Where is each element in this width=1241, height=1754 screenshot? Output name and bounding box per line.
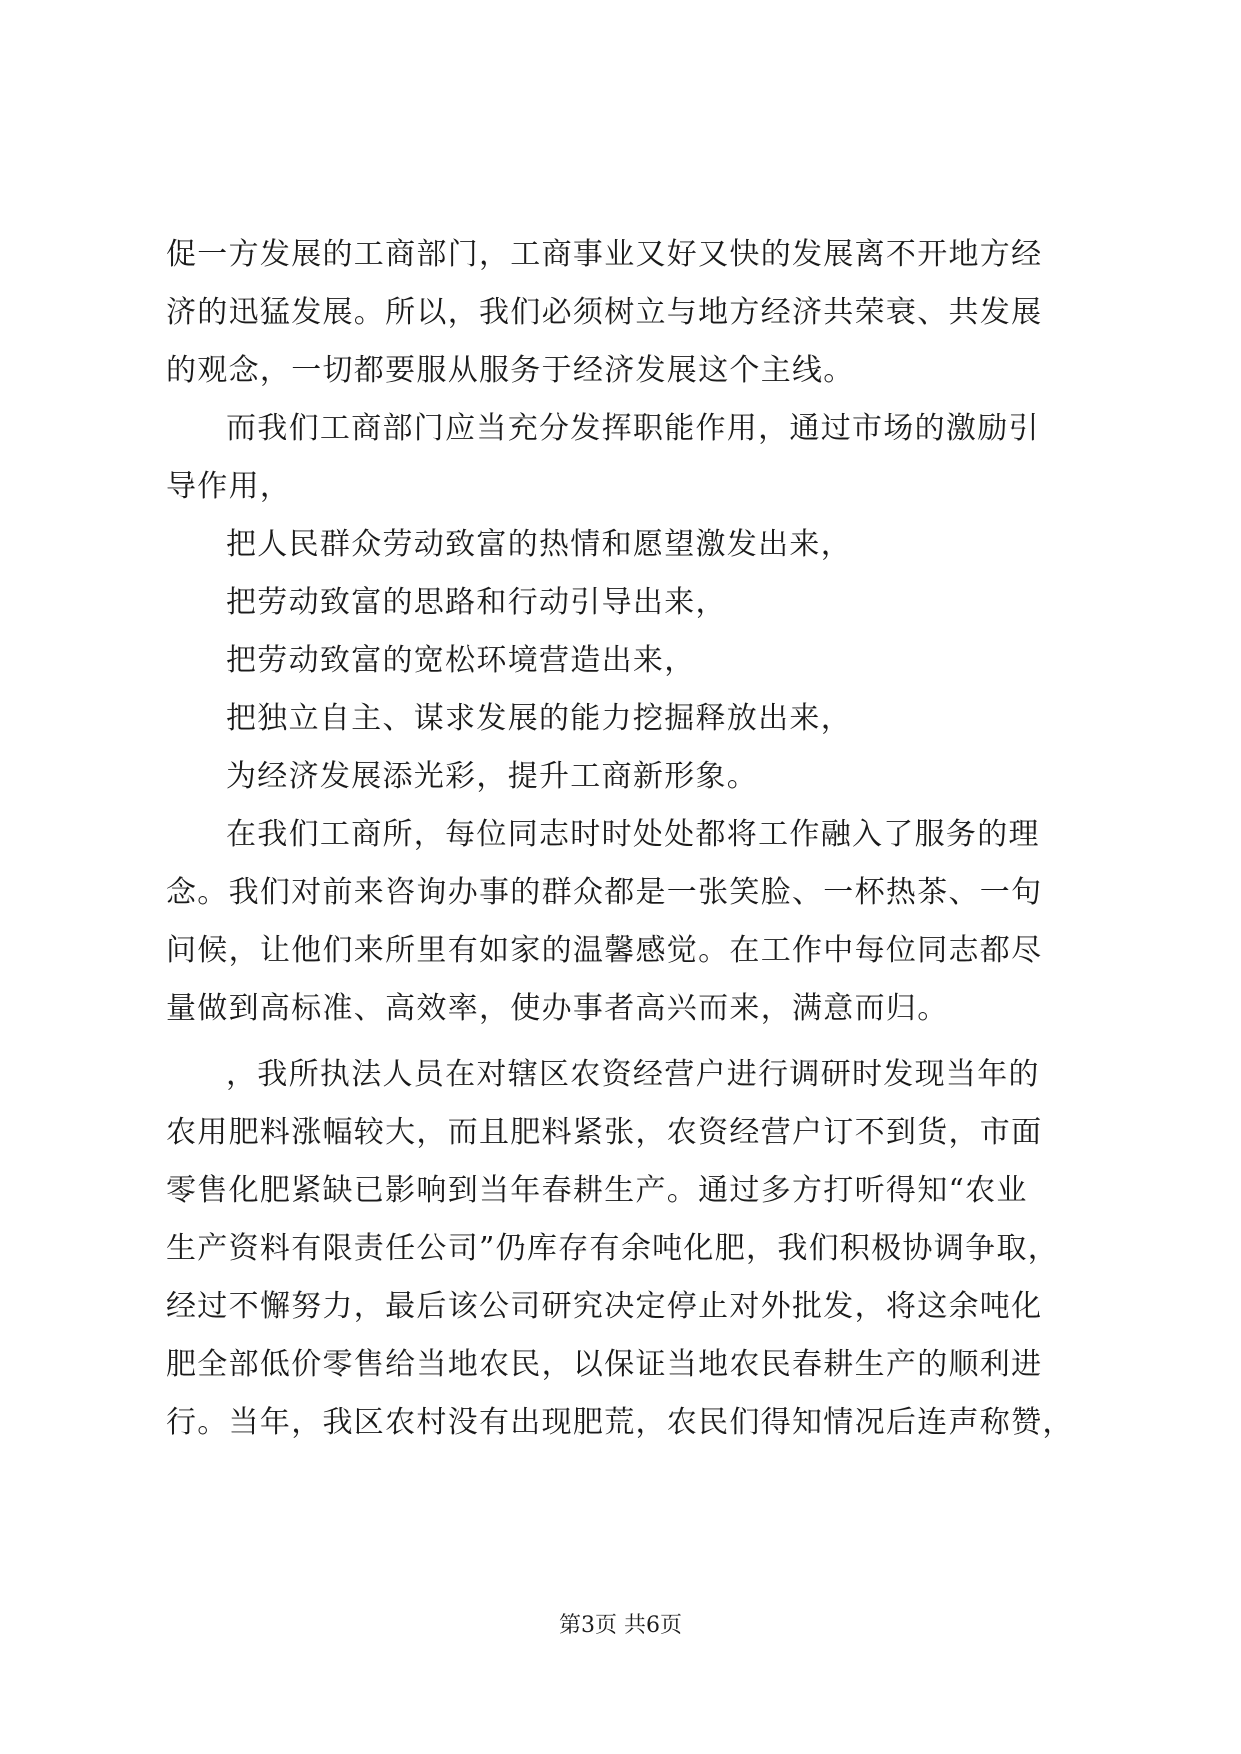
page-number-footer: 第3页 共6页 [559, 1613, 682, 1638]
text-line: 零售化肥紧缺已影响到当年春耕生产。通过多方打听得知“农业 [166, 1173, 1028, 1208]
text-line: 把人民群众劳动致富的热情和愿望激发出来， [226, 527, 852, 562]
text-line: 促一方发展的工商部门，工商事业又好又快的发展离不开地方经 [166, 237, 1043, 272]
text-line: 为经济发展添光彩，提升工商新形象。 [226, 759, 759, 794]
text-line: 经过不懈努力，最后该公司研究决定停止对外批发，将这余吨化 [166, 1289, 1043, 1324]
document-body [166, 226, 1082, 1452]
text-line: 在我们工商所，每位同志时时处处都将工作融入了服务的理 [226, 817, 1040, 852]
text-line: 的观念，一切都要服从服务于经济发展这个主线。 [166, 353, 855, 388]
text-line: 行。当年，我区农村没有出现肥荒，农民们得知情况后连声称赞， [166, 1405, 1074, 1440]
text-line: 问候，让他们来所里有如家的温馨感觉。在工作中每位同志都尽 [166, 933, 1043, 968]
text-line: 而我们工商部门应当充分发挥职能作用，通过市场的激励引 [226, 411, 1040, 446]
text-line: 量做到高标准、高效率，使办事者高兴而来，满意而归。 [166, 991, 949, 1026]
text-line: 农用肥料涨幅较大，而且肥料紧张，农资经营户订不到货，市面 [166, 1115, 1043, 1150]
text-line: ，我所执法人员在对辖区农资经营户进行调研时发现当年的 [226, 1057, 1040, 1092]
text-line: 肥全部低价零售给当地农民，以保证当地农民春耕生产的顺利进 [166, 1347, 1043, 1382]
text-line: 生产资料有限责任公司”仍库存有余吨化肥，我们积极协调争取， [166, 1231, 1060, 1266]
text-line: 把劳动致富的思路和行动引导出来， [226, 585, 727, 620]
text-line: 济的迅猛发展。所以，我们必须树立与地方经济共荣衰、共发展 [166, 295, 1043, 330]
text-line: 念。我们对前来咨询办事的群众都是一张笑脸、一杯热茶、一句 [166, 875, 1043, 910]
text-line: 把劳动致富的宽松环境营造出来， [226, 643, 696, 678]
text-line: 导作用， [166, 469, 292, 504]
text-line: 把独立自主、谋求发展的能力挖掘释放出来， [226, 701, 852, 736]
